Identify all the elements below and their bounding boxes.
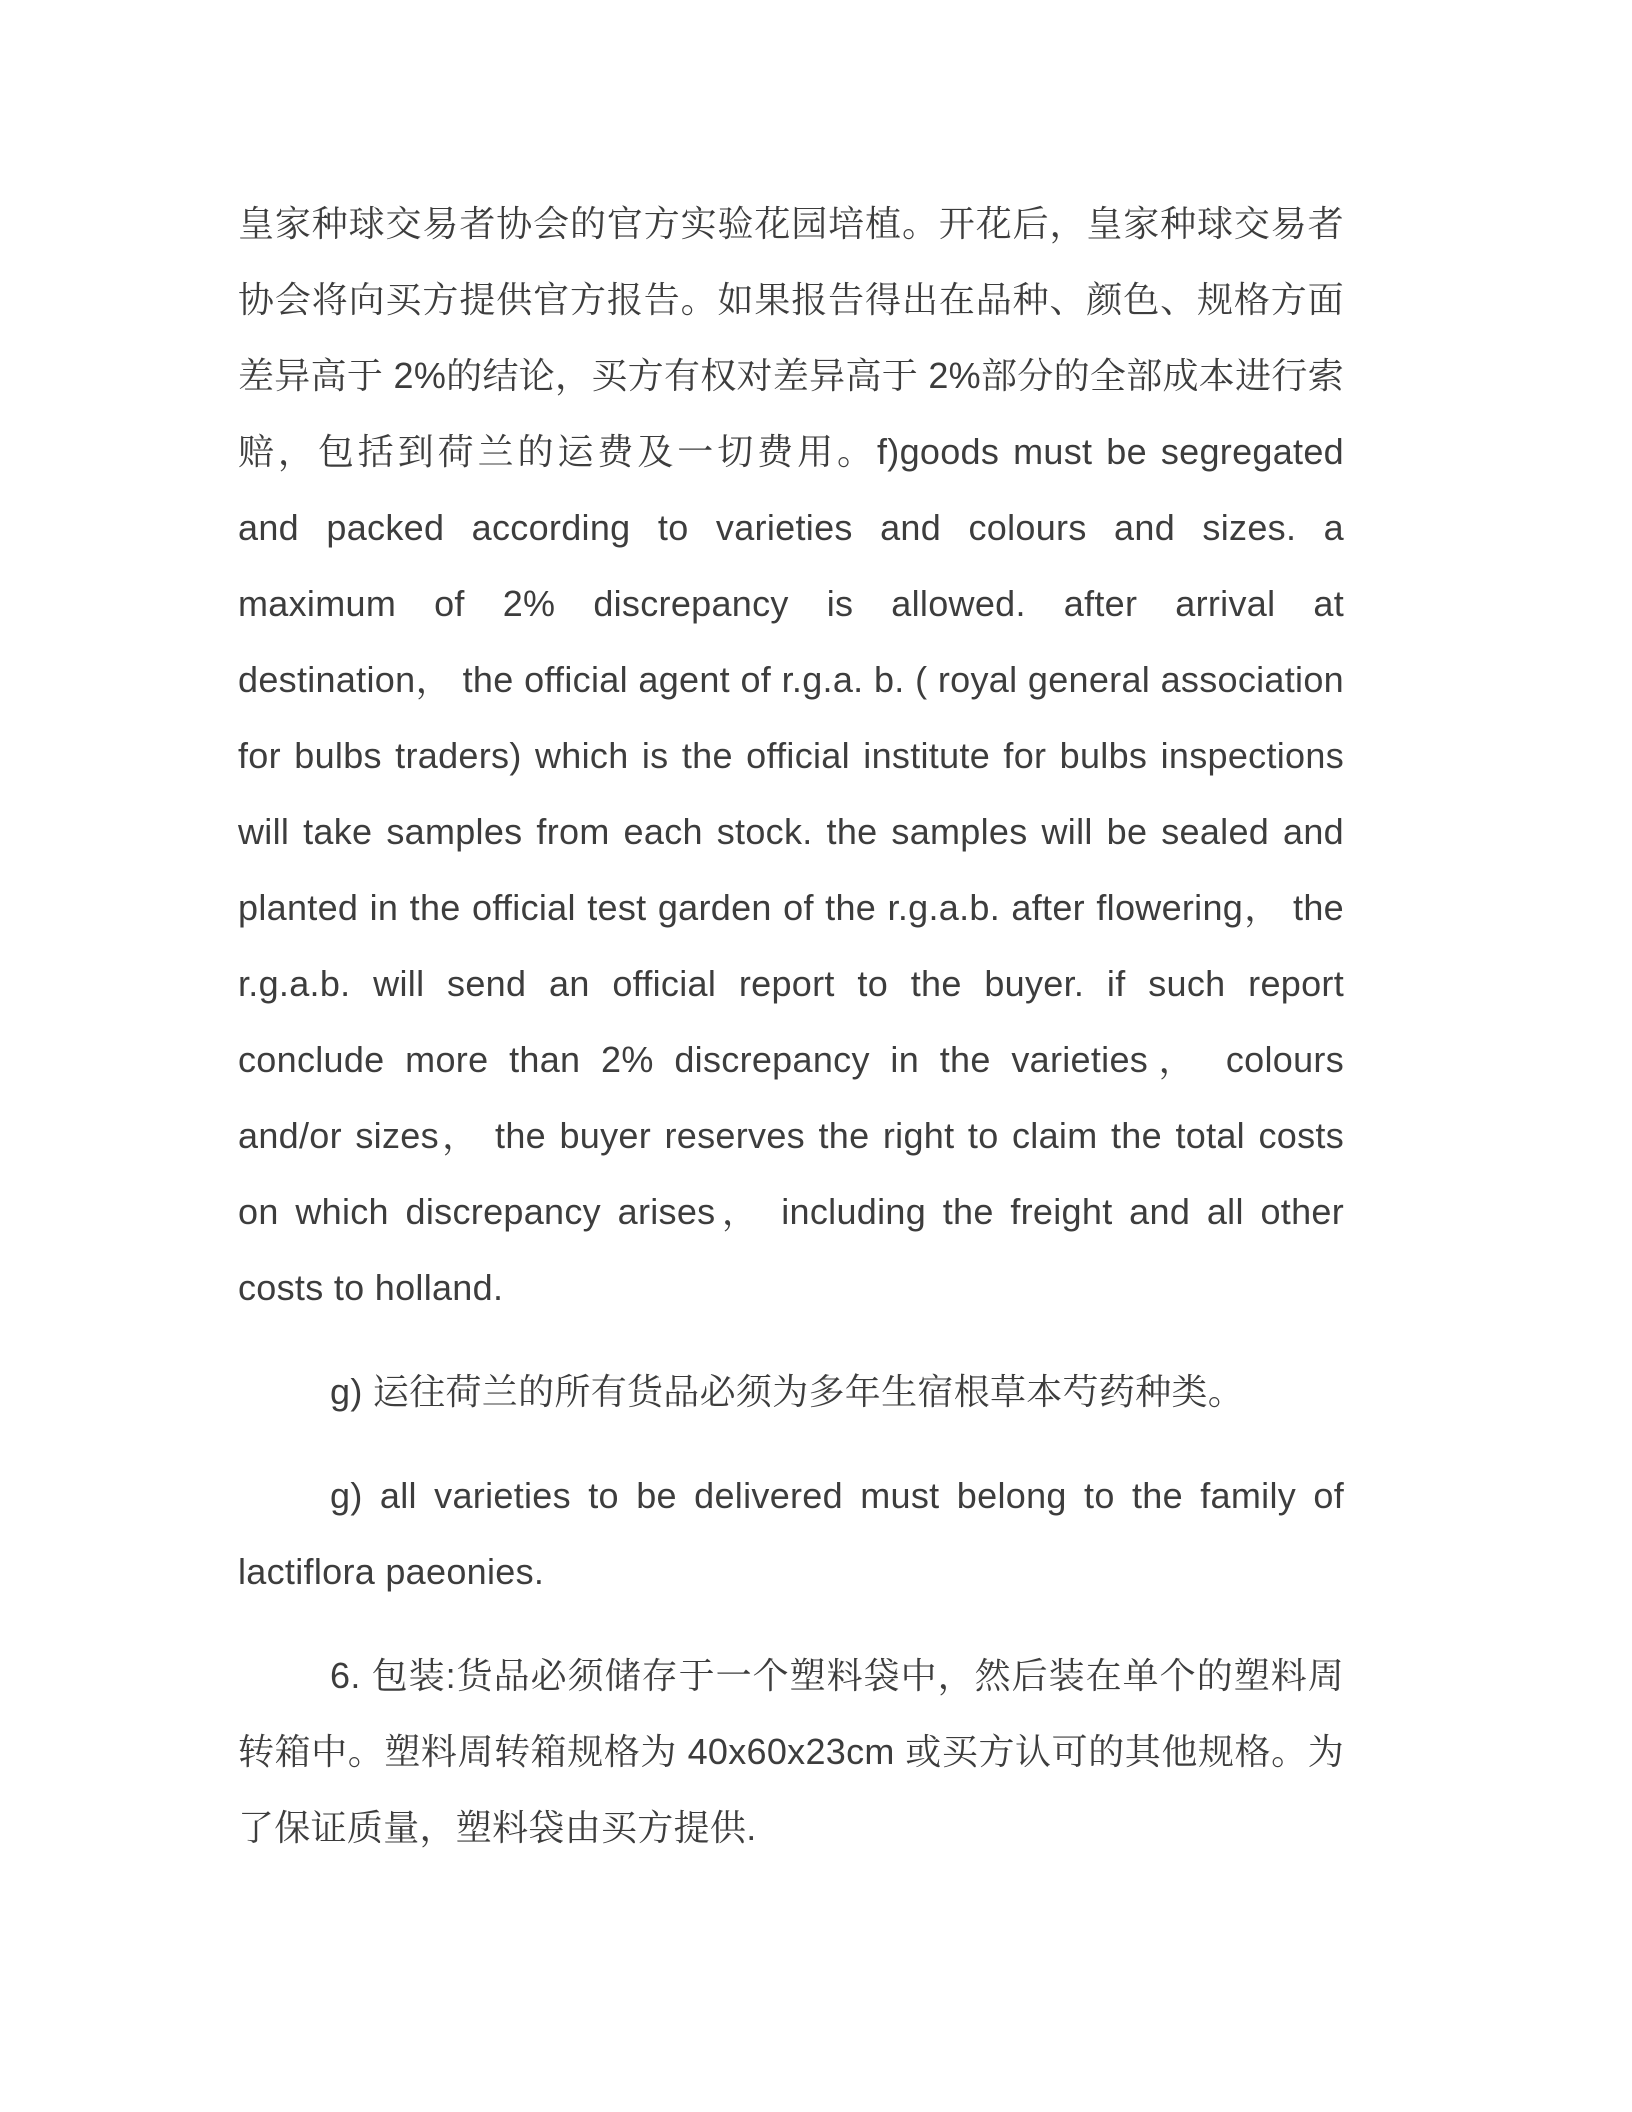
document-body — [238, 186, 1344, 1866]
paragraph-packing-clause: 6. 包装:货品必须储存于一个塑料袋中，然后装在单个的塑料周转箱中。塑料周转箱规格为 40x60x23cm 或买方认可的其他规格。为了保证质量，塑料袋由买方提供. — [238, 1655, 1344, 1848]
paragraph-inspection-clause: 皇家种球交易者协会的官方实验花园培植。开花后，皇家种球交易者协会将向买方提供官方报告。如果报告得出在品种、颜色、规格方面差异高于 2%的结论，买方有权对差异高于 2%部分的全部成本进行索赔，包括到荷兰的运费及一切费用。f)goods must be segregated and packed according to varieties and colours and sizes. a maximum of 2% discrepancy is allowed. after arrival at destination， the official agent of r.g.a. b. ( royal general association for bulbs traders) which is the official institute for bulbs inspections will take samples from each stock. the samples will be sealed and planted in the official test garden of the r.g.a.b. after flowering， the r.g.a.b. will send an official report to the buyer. if such report conclude more than 2% discrepancy in the varieties， colours and/or sizes， the buyer reserves the right to claim the total costs on which discrepancy arises， including the freight and all other costs to holland. — [238, 203, 1344, 1308]
paragraph-clause-g-english: g) all varieties to be delivered must belong to the family of lactiflora paeonies. — [238, 1475, 1344, 1592]
paragraph-clause-g-chinese: g) 运往荷兰的所有货品必须为多年生宿根草本芍药种类。 — [330, 1371, 1245, 1412]
